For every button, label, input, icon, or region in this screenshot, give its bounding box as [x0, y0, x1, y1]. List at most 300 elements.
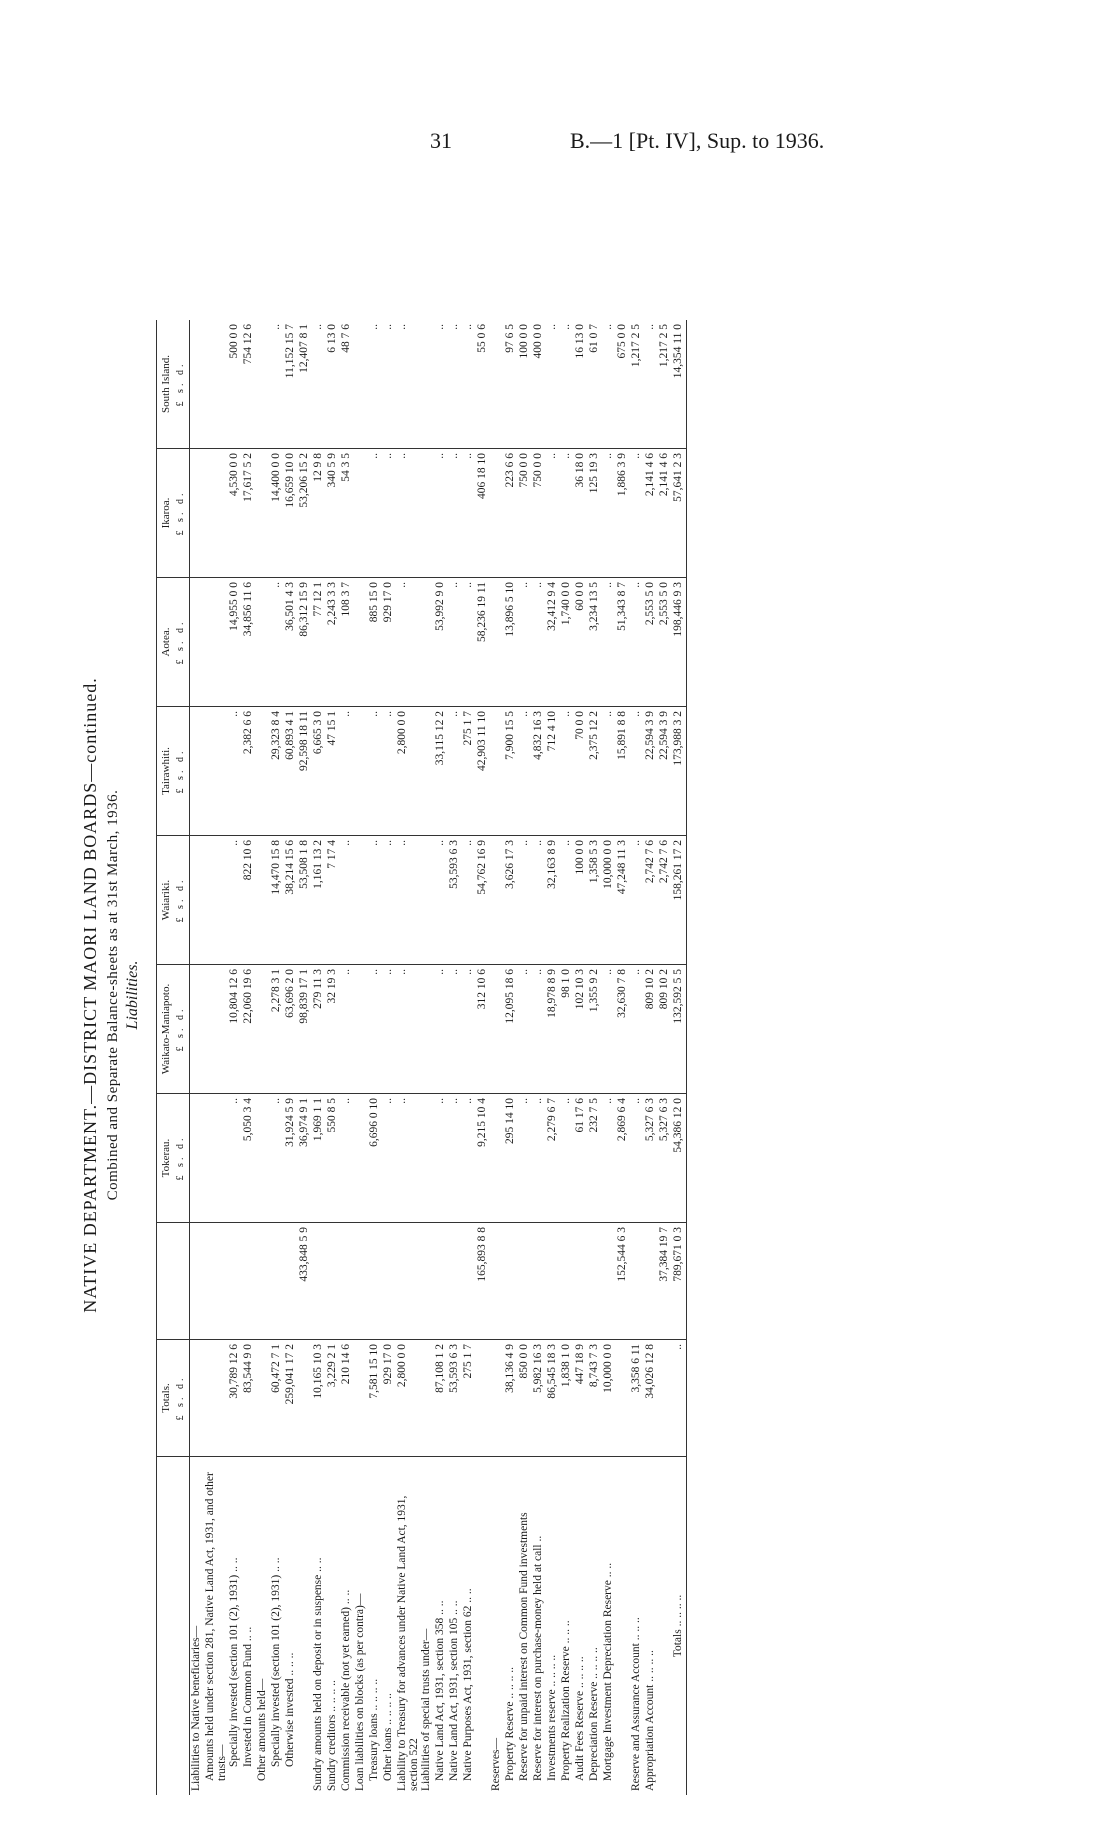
amount-cell: 17,617 5 2: [242, 449, 256, 578]
table-row: [354, 320, 368, 1795]
amount-cell: 712 4 10: [546, 707, 560, 836]
amount-cell: 86,545 18 3: [546, 1340, 560, 1457]
amount-cell: [490, 1223, 504, 1340]
amount-cell: 15,891 8 8: [616, 707, 630, 836]
amount-cell: [490, 965, 504, 1094]
amount-cell: 14,400 0 0: [270, 449, 284, 578]
amount-cell: ..: [518, 578, 532, 707]
amount-cell: 2,742 7 6: [658, 836, 672, 965]
amount-cell: ..: [518, 1094, 532, 1223]
amount-cell: ..: [630, 449, 644, 578]
amount-cell: 70 0 0: [574, 707, 588, 836]
amount-cell: 675 0 0: [616, 320, 630, 449]
amount-cell: 86,312 15 9: [298, 578, 312, 707]
amount-cell: 11,152 15 7: [284, 320, 298, 449]
table-row: [490, 320, 504, 1795]
amount-cell: 38,214 15 6: [284, 836, 298, 965]
row-label: Reserve for unpaid interest on Common Fund investments: [518, 1512, 530, 1781]
amount-cell: 2,800 0 0: [396, 1340, 420, 1457]
amount-cell: ..: [546, 320, 560, 449]
amount-cell: ..: [448, 707, 462, 836]
amount-cell: 500 0 0: [228, 320, 242, 449]
amount-cell: 60 0 0: [574, 578, 588, 707]
amount-cell: 102 10 3: [574, 965, 588, 1094]
landscape-page: [40, 175, 840, 1815]
amount-cell: [242, 1223, 256, 1340]
amount-cell: 1,161 13 2: [312, 836, 326, 965]
amount-cell: [204, 320, 228, 449]
amount-cell: [420, 449, 434, 578]
row-label: Other amounts held—: [256, 1678, 268, 1781]
amount-cell: ..: [560, 836, 574, 965]
amount-cell: [204, 836, 228, 965]
amount-cell: ..: [602, 578, 616, 707]
amount-cell: [630, 1223, 644, 1340]
amount-cell: [190, 449, 205, 578]
amount-cell: ..: [368, 707, 382, 836]
amount-cell: [560, 1223, 574, 1340]
amount-cell: ..: [228, 836, 242, 965]
table-header-row: [157, 320, 190, 1795]
amount-cell: [298, 1340, 312, 1457]
column-header-label: Totals.: [160, 1383, 172, 1413]
amount-cell: ..: [644, 320, 658, 449]
amount-cell: ..: [270, 320, 284, 449]
amount-cell: ..: [560, 449, 574, 578]
amount-cell: ..: [630, 965, 644, 1094]
amount-cell: 6,665 3 0: [312, 707, 326, 836]
amount-cell: [190, 320, 205, 449]
money-unit-label: £ s. d.: [175, 748, 186, 794]
amount-cell: [504, 1223, 518, 1340]
table-row: [658, 320, 672, 1795]
amount-cell: ..: [462, 965, 476, 1094]
amount-cell: [396, 1223, 420, 1340]
amount-cell: [256, 578, 270, 707]
amount-cell: [256, 1094, 270, 1223]
amount-cell: 14,955 0 0: [228, 578, 242, 707]
money-unit-label: £ s. d.: [175, 619, 186, 665]
amount-cell: ..: [396, 449, 420, 578]
amount-cell: 7,900 15 5: [504, 707, 518, 836]
amount-cell: 3,234 13 5: [588, 578, 602, 707]
amount-cell: [354, 320, 368, 449]
amount-cell: 108 3 7: [340, 578, 354, 707]
amount-cell: 6 13 0: [326, 320, 340, 449]
amount-cell: ..: [382, 320, 396, 449]
amount-cell: 38,136 4 9: [504, 1340, 518, 1457]
amount-cell: ..: [396, 320, 420, 449]
column-header-label: Ikaroa.: [160, 497, 172, 529]
amount-cell: 7 17 4: [326, 836, 340, 965]
row-label: Reserve for interest on purchase-money held at call ..: [532, 1535, 544, 1781]
amount-cell: 809 10 2: [658, 965, 672, 1094]
row-label: [616, 1457, 630, 1796]
amount-cell: 5,982 16 3: [532, 1340, 546, 1457]
amount-cell: 279 11 3: [312, 965, 326, 1094]
column-header-label: Aotea.: [160, 627, 172, 657]
amount-cell: 100 0 0: [574, 836, 588, 965]
amount-cell: 1,217 2 5: [658, 320, 672, 449]
amount-cell: 9,215 10 4: [476, 1094, 490, 1223]
page-number: 31: [430, 128, 452, 153]
amount-cell: ..: [340, 707, 354, 836]
amount-cell: 48 7 6: [340, 320, 354, 449]
amount-cell: 2,141 4 6: [644, 449, 658, 578]
amount-cell: 406 18 10: [476, 449, 490, 578]
amount-cell: [190, 707, 205, 836]
amount-cell: 5,050 3 4: [242, 1094, 256, 1223]
amount-cell: 10,165 10 3: [312, 1340, 326, 1457]
amount-cell: ..: [532, 965, 546, 1094]
amount-cell: 2,278 3 1: [270, 965, 284, 1094]
amount-cell: [448, 1223, 462, 1340]
amount-cell: ..: [560, 1094, 574, 1223]
amount-cell: 32 19 3: [326, 965, 340, 1094]
amount-cell: 1,358 5 3: [588, 836, 602, 965]
amount-cell: ..: [518, 707, 532, 836]
row-label: Mortgage Investment Depreciation Reserve .. ..: [602, 1562, 614, 1781]
amount-cell: 7,581 15 10: [368, 1340, 382, 1457]
amount-cell: 2,279 6 7: [546, 1094, 560, 1223]
amount-cell: [204, 1223, 228, 1340]
amount-cell: 340 5 9: [326, 449, 340, 578]
row-label: Other loans .. .. .. ..: [382, 1693, 394, 1781]
amount-cell: ..: [532, 836, 546, 965]
table-row: [574, 320, 588, 1795]
amount-cell: 4,832 16 3: [532, 707, 546, 836]
amount-cell: 47 15 1: [326, 707, 340, 836]
amount-cell: 32,163 8 9: [546, 836, 560, 965]
row-label: Invested in Common Fund .. ..: [242, 1626, 254, 1767]
amount-cell: 60,472 7 1: [270, 1340, 284, 1457]
table-row: [228, 320, 242, 1795]
row-label: Specially invested (section 101 (2), 1931) .. ..: [270, 1557, 282, 1767]
row-label: Liability to Treasury for advances under Native Land Act, 1931, section 522: [396, 1495, 420, 1791]
rotated-table-region: [40, 175, 840, 1815]
amount-cell: ..: [434, 836, 448, 965]
amount-cell: [490, 1094, 504, 1223]
amount-cell: [354, 965, 368, 1094]
amount-cell: 1,740 0 0: [560, 578, 574, 707]
amount-cell: [644, 1223, 658, 1340]
row-label: Property Reserve .. .. .. ..: [504, 1666, 516, 1781]
amount-cell: [354, 1094, 368, 1223]
amount-cell: 57,641 2 3: [672, 449, 687, 578]
amount-cell: 12 9 8: [312, 449, 326, 578]
amount-cell: 13,896 5 10: [504, 578, 518, 707]
amount-cell: 47,248 11 3: [616, 836, 630, 965]
amount-cell: 4,530 0 0: [228, 449, 242, 578]
row-label: Treasury loans .. .. .. ..: [368, 1678, 380, 1781]
amount-cell: [546, 1223, 560, 1340]
row-label: Depreciation Reserve .. .. .. ..: [588, 1647, 600, 1781]
amount-cell: 12,095 18 6: [504, 965, 518, 1094]
row-label: Reserve and Assurance Account .. .. ..: [630, 1617, 642, 1791]
amount-cell: 5,327 6 3: [658, 1094, 672, 1223]
amount-cell: 885 15 0: [368, 578, 382, 707]
amount-cell: ..: [448, 1094, 462, 1223]
amount-cell: 54,762 16 9: [476, 836, 490, 965]
amount-cell: 2,553 5 0: [644, 578, 658, 707]
amount-cell: 1,886 3 9: [616, 449, 630, 578]
amount-cell: ..: [602, 965, 616, 1094]
amount-cell: ..: [462, 320, 476, 449]
amount-cell: [204, 707, 228, 836]
amount-cell: ..: [518, 836, 532, 965]
row-label: Totals .. .. .. ..: [672, 1457, 687, 1796]
amount-cell: ..: [630, 707, 644, 836]
column-header: [157, 1457, 190, 1796]
amount-cell: [532, 1223, 546, 1340]
table-row: [560, 320, 574, 1795]
amount-cell: 750 0 0: [518, 449, 532, 578]
amount-cell: [204, 1094, 228, 1223]
amount-cell: 2,141 4 6: [658, 449, 672, 578]
amount-cell: 60,893 4 1: [284, 707, 298, 836]
amount-cell: ..: [630, 578, 644, 707]
amount-cell: 6,696 0 10: [368, 1094, 382, 1223]
amount-cell: [270, 1223, 284, 1340]
table-row: [204, 320, 228, 1795]
column-header-label: Waiariki.: [160, 879, 172, 921]
amount-cell: [190, 836, 205, 965]
amount-cell: 61 17 6: [574, 1094, 588, 1223]
amount-cell: 750 0 0: [532, 449, 546, 578]
amount-cell: 210 14 6: [340, 1340, 354, 1457]
table-row: [396, 320, 420, 1795]
amount-cell: [190, 1094, 205, 1223]
amount-cell: 14,470 15 8: [270, 836, 284, 965]
amount-cell: 2,800 0 0: [396, 707, 420, 836]
amount-cell: ..: [462, 578, 476, 707]
amount-cell: [204, 578, 228, 707]
table-row: [518, 320, 532, 1795]
table-row: [284, 320, 298, 1795]
amount-cell: 32,630 7 8: [616, 965, 630, 1094]
column-header: [157, 836, 190, 965]
amount-cell: [658, 1340, 672, 1457]
amount-cell: 850 0 0: [518, 1340, 532, 1457]
table-row: [602, 320, 616, 1795]
amount-cell: 173,988 3 2: [672, 707, 687, 836]
amount-cell: ..: [270, 578, 284, 707]
amount-cell: [420, 836, 434, 965]
amount-cell: ..: [560, 707, 574, 836]
amount-cell: 2,553 5 0: [658, 578, 672, 707]
amount-cell: ..: [368, 449, 382, 578]
amount-cell: ..: [448, 449, 462, 578]
amount-cell: 53,206 15 2: [298, 449, 312, 578]
amount-cell: ..: [434, 320, 448, 449]
table-row: [616, 320, 630, 1795]
row-label: [658, 1457, 672, 1796]
amount-cell: 22,060 19 6: [242, 965, 256, 1094]
column-header-label: Tairawhiti.: [160, 747, 172, 795]
table-row: [546, 320, 560, 1795]
amount-cell: [368, 1223, 382, 1340]
amount-cell: ..: [382, 707, 396, 836]
amount-cell: [190, 578, 205, 707]
page-heading: NATIVE DEPARTMENT.—DISTRICT MAORI LAND BOARDS—continued.: [80, 677, 100, 1313]
amount-cell: 98 1 0: [560, 965, 574, 1094]
amount-cell: 2,869 6 4: [616, 1094, 630, 1223]
amount-cell: [256, 707, 270, 836]
amount-cell: 2,742 7 6: [644, 836, 658, 965]
amount-cell: ..: [228, 707, 242, 836]
amount-cell: ..: [630, 1094, 644, 1223]
amount-cell: ..: [382, 836, 396, 965]
row-label: Native Purposes Act, 1931, section 62 .. ..: [462, 1588, 474, 1781]
amount-cell: [420, 707, 434, 836]
amount-cell: [256, 836, 270, 965]
amount-cell: ..: [462, 1094, 476, 1223]
amount-cell: 92,598 18 11: [298, 707, 312, 836]
amount-cell: 87,108 1 2: [434, 1340, 448, 1457]
amount-cell: [602, 1223, 616, 1340]
amount-cell: 100 0 0: [518, 320, 532, 449]
amount-cell: [420, 965, 434, 1094]
amount-cell: ..: [448, 320, 462, 449]
amount-cell: 32,412 9 4: [546, 578, 560, 707]
amount-cell: ..: [434, 1094, 448, 1223]
amount-cell: 1,217 2 5: [630, 320, 644, 449]
amount-cell: 10,000 0 0: [602, 836, 616, 965]
amount-cell: 1,355 9 2: [588, 965, 602, 1094]
amount-cell: ..: [228, 1094, 242, 1223]
amount-cell: ..: [672, 1340, 687, 1457]
amount-cell: [326, 1223, 340, 1340]
column-header: [157, 449, 190, 578]
row-label: [298, 1457, 312, 1796]
table-row: [256, 320, 270, 1795]
amount-cell: 223 6 6: [504, 449, 518, 578]
amount-cell: 16,659 10 0: [284, 449, 298, 578]
amount-cell: ..: [602, 449, 616, 578]
page-subheading: Combined and Separate Balance-sheets as at 31st March, 1936.: [105, 789, 121, 1201]
amount-cell: ..: [340, 965, 354, 1094]
column-header: [157, 320, 190, 449]
amount-cell: 16 13 0: [574, 320, 588, 449]
amount-cell: ..: [340, 1094, 354, 1223]
amount-cell: ..: [448, 965, 462, 1094]
amount-cell: [190, 1340, 205, 1457]
amount-cell: ..: [462, 836, 476, 965]
amount-cell: 37,384 19 7: [658, 1223, 672, 1340]
table-row: [644, 320, 658, 1795]
amount-cell: ..: [434, 965, 448, 1094]
amount-cell: 55 0 6: [476, 320, 490, 449]
amount-cell: 232 7 5: [588, 1094, 602, 1223]
amount-cell: [490, 836, 504, 965]
table-row: [588, 320, 602, 1795]
amount-cell: [312, 1223, 326, 1340]
amount-cell: [284, 1223, 298, 1340]
amount-cell: 822 10 6: [242, 836, 256, 965]
amount-cell: 36,501 4 3: [284, 578, 298, 707]
amount-cell: 3,358 6 11: [630, 1340, 644, 1457]
money-unit-label: £ s. d.: [175, 361, 186, 407]
table-row: [532, 320, 546, 1795]
row-label: [476, 1457, 490, 1796]
amount-cell: 33,115 12 2: [434, 707, 448, 836]
amount-cell: ..: [396, 965, 420, 1094]
amount-cell: 550 8 5: [326, 1094, 340, 1223]
amount-cell: 12,407 8 1: [298, 320, 312, 449]
amount-cell: ..: [368, 320, 382, 449]
table-row: [368, 320, 382, 1795]
amount-cell: 2,243 3 3: [326, 578, 340, 707]
amount-cell: [518, 1223, 532, 1340]
amount-cell: 809 10 2: [644, 965, 658, 1094]
column-header: [157, 1340, 190, 1457]
amount-cell: 31,924 5 9: [284, 1094, 298, 1223]
amount-cell: [476, 1340, 490, 1457]
amount-cell: ..: [340, 836, 354, 965]
amount-cell: [256, 1340, 270, 1457]
amount-cell: ..: [448, 578, 462, 707]
amount-cell: 34,856 11 6: [242, 578, 256, 707]
money-unit-label: £ s. d.: [175, 877, 186, 923]
amount-cell: ..: [602, 1094, 616, 1223]
amount-cell: [190, 1223, 205, 1340]
table-body: [190, 320, 687, 1795]
amount-cell: 158,261 17 2: [672, 836, 687, 965]
amount-cell: 22,594 3 9: [658, 707, 672, 836]
table-row: [312, 320, 326, 1795]
amount-cell: 789,671 0 3: [672, 1223, 687, 1340]
amount-cell: 132,592 5 5: [672, 965, 687, 1094]
amount-cell: 98,839 17 1: [298, 965, 312, 1094]
amount-cell: ..: [532, 578, 546, 707]
amount-cell: ..: [532, 1094, 546, 1223]
row-label: Specially invested (section 101 (2), 1931) .. ..: [228, 1557, 240, 1767]
amount-cell: 18,978 8 9: [546, 965, 560, 1094]
row-label: Audit Fees Reserve .. .. .. ..: [574, 1656, 586, 1781]
row-label: Native Land Act, 1931, section 105 .. ..: [448, 1600, 460, 1781]
amount-cell: 3,229 2 1: [326, 1340, 340, 1457]
column-header-label: South Island.: [160, 354, 172, 414]
amount-cell: [490, 707, 504, 836]
amount-cell: [490, 578, 504, 707]
amount-cell: [354, 578, 368, 707]
amount-cell: ..: [396, 578, 420, 707]
amount-cell: 929 17 0: [382, 1340, 396, 1457]
row-label: Liabilities to Native beneficiaries—: [190, 1625, 202, 1791]
amount-cell: [420, 1340, 434, 1457]
amount-cell: [204, 1340, 228, 1457]
row-label: Liabilities of special trusts under—: [420, 1628, 432, 1791]
amount-cell: 53,593 6 3: [448, 1340, 462, 1457]
amount-cell: [420, 578, 434, 707]
amount-cell: [354, 449, 368, 578]
row-label: Commission receivable (not yet earned) .. ..: [340, 1589, 352, 1791]
amount-cell: 61 0 7: [588, 320, 602, 449]
amount-cell: 54,386 12 0: [672, 1094, 687, 1223]
amount-cell: ..: [396, 836, 420, 965]
amount-cell: [256, 965, 270, 1094]
row-label: Reserves—: [490, 1737, 502, 1791]
amount-cell: 8,743 7 3: [588, 1340, 602, 1457]
table-row: [340, 320, 354, 1795]
amount-cell: 312 10 6: [476, 965, 490, 1094]
amount-cell: [574, 1223, 588, 1340]
amount-cell: [490, 1340, 504, 1457]
amount-cell: 165,893 8 8: [476, 1223, 490, 1340]
row-label: Investments reserve .. .. .. ..: [546, 1654, 558, 1781]
amount-cell: ..: [602, 320, 616, 449]
amount-cell: 53,508 1 8: [298, 836, 312, 965]
